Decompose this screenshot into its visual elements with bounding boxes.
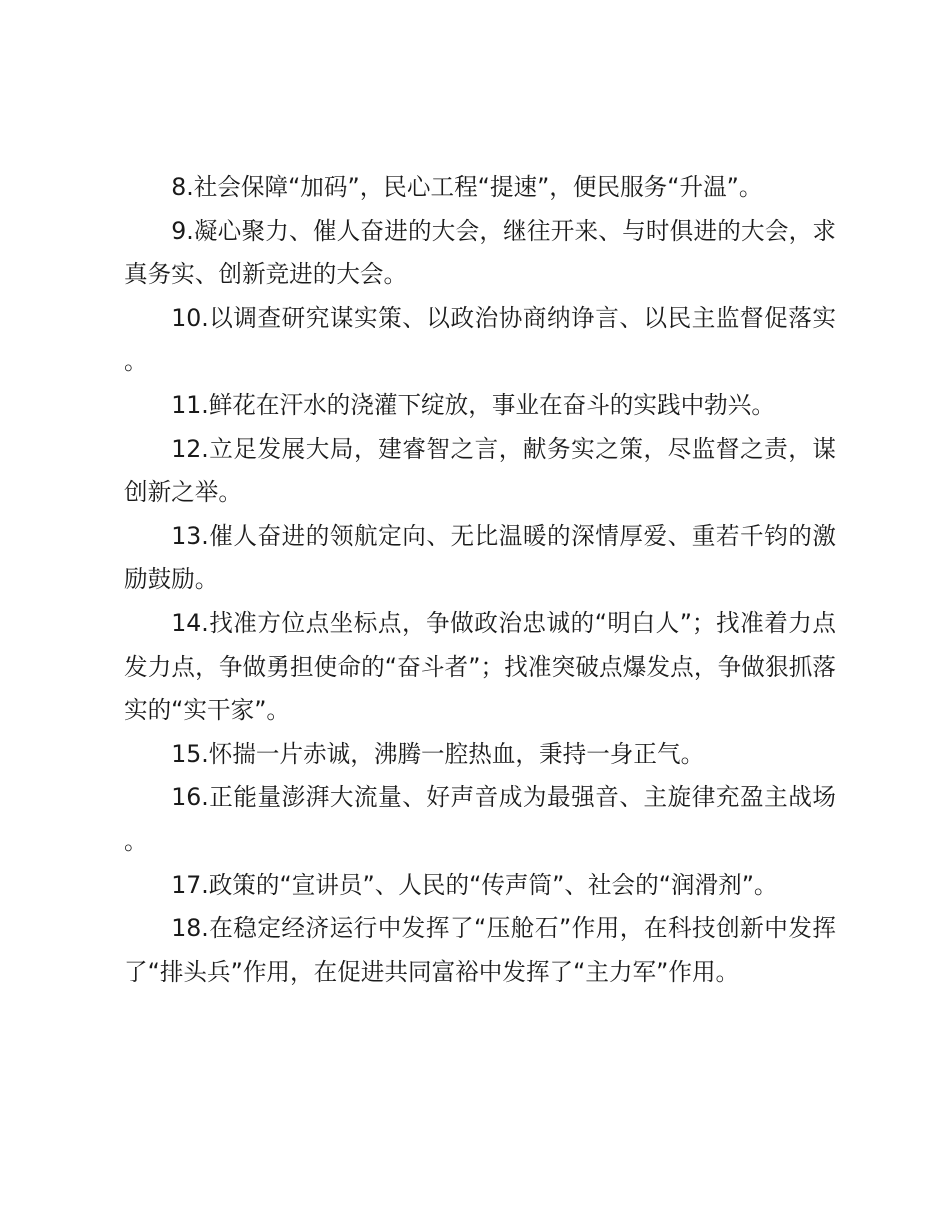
- paragraph-8: 8.社会保障“加码”，民心工程“提速”，便民服务“升温”。: [171, 173, 763, 201]
- paragraph-10: 10.以调查研究谋实策、以政治协商纳诤言、以民主监督促落实。: [124, 303, 836, 376]
- paragraph-18: 18.在稳定经济运行中发挥了“压舱石”作用，在科技创新中发挥了“排头兵”作用，在促进共同富裕中发挥了“主力军”作用。: [124, 914, 836, 986]
- document-page: [124, 166, 836, 994]
- paragraph-17: 17.政策的“宣讲员”、人民的“传声筒”、社会的“润滑剂”。: [171, 870, 778, 899]
- paragraph-16: 16.正能量澎湃大流量、好声音成为最强音、主旋律充盈主战场。: [124, 783, 836, 855]
- paragraph-14: 14.找准方位点坐标点，争做政治忠诚的“明白人”；找准着力点发力点，争做勇担使命的“奋斗者”；找准突破点爆发点，争做狠抓落实的“实干家”。: [124, 608, 836, 725]
- paragraph-13: 13.催人奋进的领航定向、无比温暖的深情厚爱、重若千钧的激励鼓励。: [124, 521, 836, 594]
- paragraph-15: 15.怀揣一片赤诚，沸腾一腔热血，秉持一身正气。: [171, 739, 705, 768]
- paragraph-11: 11.鲜花在汗水的浇灌下绽放，事业在奋斗的实践中勃兴。: [171, 390, 775, 419]
- paragraph-12: 12.立足发展大局，建睿智之言，献务实之策，尽监督之责，谋创新之举。: [124, 434, 836, 507]
- paragraph-9: 9.凝心聚力、催人奋进的大会，继往开来、与时俱进的大会，求真务实、创新竞进的大会。: [124, 216, 836, 289]
